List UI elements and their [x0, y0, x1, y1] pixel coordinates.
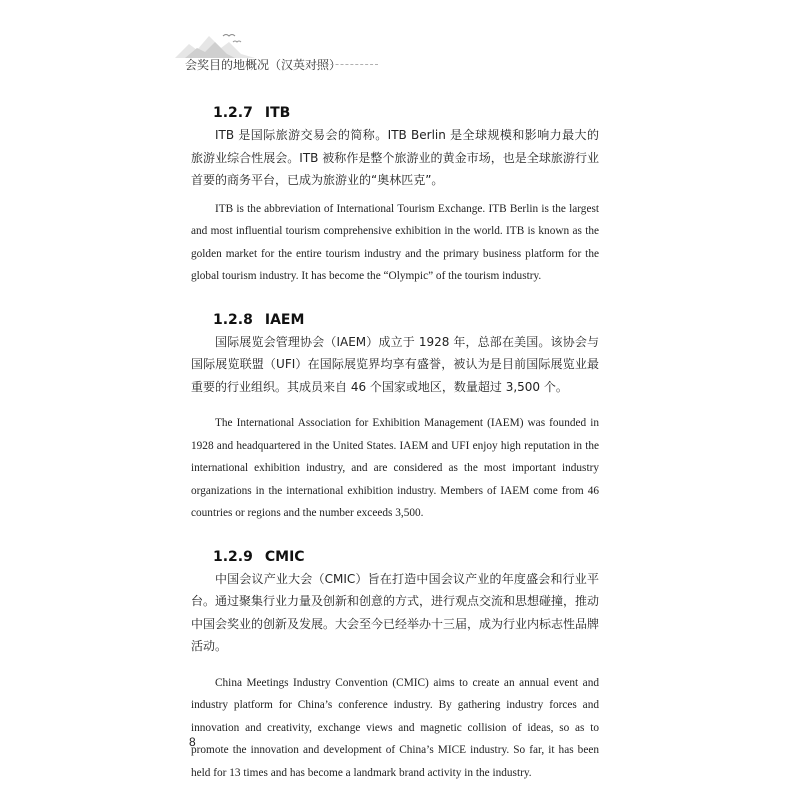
section-title: ITB: [264, 105, 291, 121]
section-number: 1.2.9: [213, 548, 253, 565]
section-iaem: [191, 309, 599, 525]
section-number: 1.2.8: [213, 311, 253, 328]
section-title: CMIC: [264, 548, 305, 565]
english-paragraph: China Meetings Industry Convention (CMIC) aims to create an annual event and industry platform for China’s conference industry. By gathering industry forces and innovation and creativity, exchange views and magnetic collision of ideas, so as to promote the innovation and development of China’s MICE industry. So far, it has been held for 13 times and has become a landmark brand activity in the industry.: [191, 676, 599, 779]
page-body: [191, 102, 599, 784]
section-heading: [213, 102, 599, 124]
chinese-paragraph: ITB 是国际旅游交易会的简称。ITB Berlin 是全球规模和影响力最大的旅游业综合性展会。ITB 被称作是整个旅游业的黄金市场，也是全球旅游行业首要的商务平台，已成为旅游业的“奥林匹克”。: [191, 128, 599, 187]
english-paragraph: ITB is the abbreviation of International Tourism Exchange. ITB Berlin is the largest and most influential tourism comprehensive exhibition in the world. ITB is known as the golden market for the entire tourism industry and the primary business platform for the global tourism industry. It has become the “Olympic” of the tourism industry.: [191, 202, 599, 282]
section-cmic: [191, 546, 599, 785]
section-heading: [213, 309, 599, 331]
chinese-paragraph: 中国会议产业大会（CMIC）旨在打造中国会议产业的年度盛会和行业平台。通过聚集行业力量及创新和创意的方式，进行观点交流和思想碰撞，推动中国会奖业的创新及发展。大会至今已经举办十三届，成为行业内标志性品牌活动。: [191, 571, 600, 653]
page-number: 8: [189, 735, 196, 749]
chinese-paragraph: 国际展览会管理协会（IAEM）成立于 1928 年，总部在美国。该协会与国际展览联盟（UFI）在国际展览界均享有盛誉，被认为是目前国际展览业最重要的行业组织。其成员来自 46 个国家或地区，数量超过 3,500 个。: [191, 334, 599, 394]
running-header: [175, 30, 385, 74]
header-dashed-rule: [306, 64, 378, 65]
section-title: IAEM: [264, 311, 305, 328]
section-itb: [191, 102, 599, 288]
section-heading: [213, 546, 599, 568]
english-paragraph: The International Association for Exhibition Management (IAEM) was founded in 1928 and headquartered in the United States. IAEM and UFI enjoy high reputation in the international exhibition industry, and are considered as the most important industry organizations in the international exhibition industry. Members of IAEM come from 46 countries or regions and the number exceeds 3,500.: [191, 417, 599, 519]
running-title: 会奖目的地概况（汉英对照）: [185, 58, 342, 72]
section-number: 1.2.7: [213, 105, 253, 121]
